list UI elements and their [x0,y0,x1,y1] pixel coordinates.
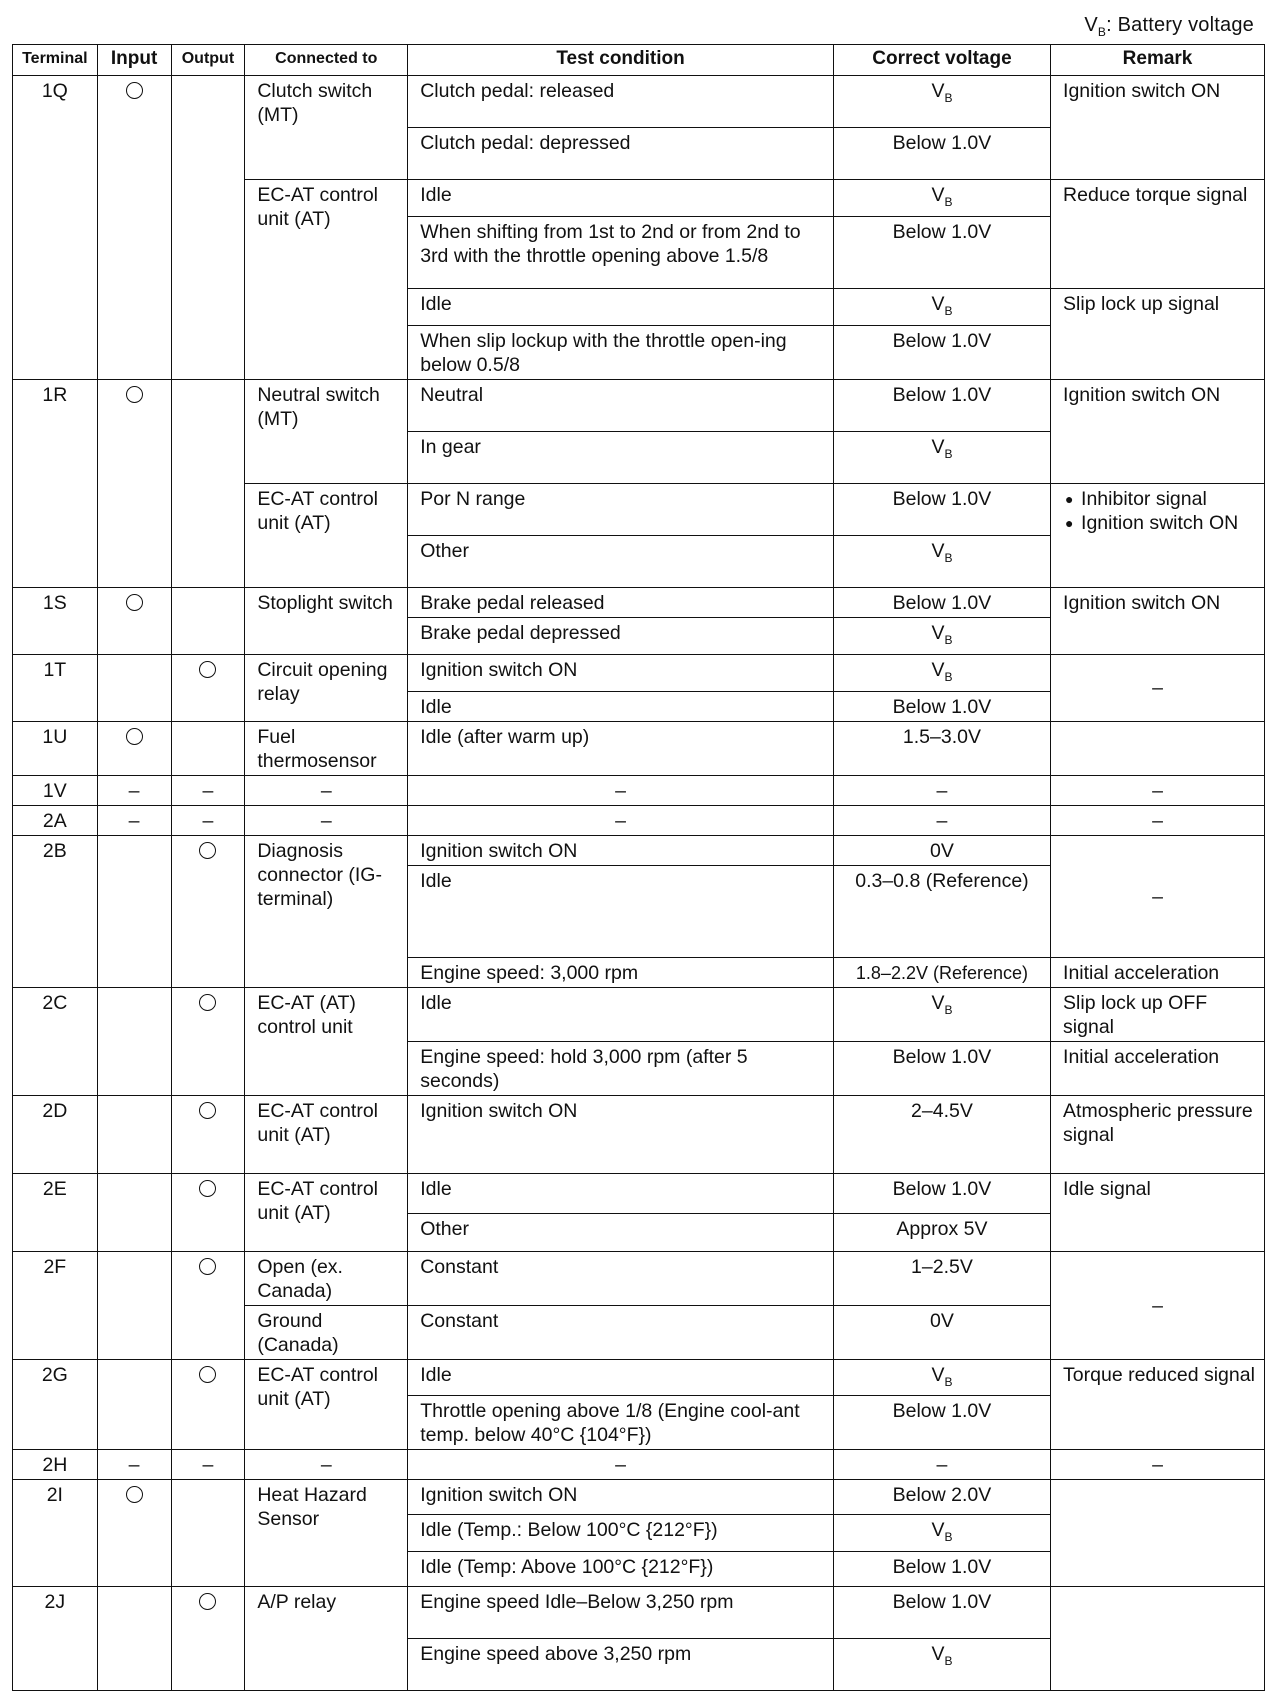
connected-cell: – [245,805,408,835]
header-row [13,45,1265,76]
test-cell: Engine speed above 3,250 rpm [408,1639,834,1691]
terminal-cell: 1Q [13,76,98,380]
test-cell: Brake pedal released [408,587,834,617]
remark-cell: – [1051,1251,1265,1359]
connected-cell: EC-AT control unit (AT) [245,1173,408,1251]
test-cell: Brake pedal depressed [408,617,834,654]
voltage-cell [833,987,1050,1041]
output-cell [171,1095,245,1173]
voltage-cell [833,1515,1050,1552]
terminal-voltage-table [12,44,1265,1691]
test-cell: Constant [408,1251,834,1305]
remark-cell: Ignition switch ON [1051,587,1265,654]
header-terminal: Terminal [13,45,98,76]
terminal-cell: 2D [13,1095,98,1173]
header-correct-voltage: Correct voltage [833,45,1050,76]
voltage-cell: – [833,775,1050,805]
output-cell [171,1480,245,1587]
output-cell: – [171,805,245,835]
voltage-cell: Below 1.0V [833,483,1050,535]
terminal-cell: 2A [13,805,98,835]
test-cell: Engine speed Idle–Below 3,250 rpm [408,1587,834,1639]
table-row [13,1095,1265,1173]
output-cell [171,76,245,380]
terminal-cell: 1T [13,654,98,721]
test-cell: Idle [408,180,834,217]
connected-cell: EC-AT control unit (AT) [245,1095,408,1173]
connected-cell: Diagnosis connector (IG-terminal) [245,835,408,987]
voltage-cell [833,617,1050,654]
remark-cell: – [1051,835,1265,957]
circle-icon [199,1258,216,1275]
test-cell: Constant [408,1305,834,1359]
voltage-cell [833,1359,1050,1396]
voltage-cell: 0V [833,1305,1050,1359]
header-connected-to: Connected to [245,45,408,76]
input-cell [97,76,171,380]
circle-icon [126,82,143,99]
remark-cell [1051,721,1265,775]
connected-cell: EC-AT control unit (AT) [245,1359,408,1450]
test-cell: Idle [408,987,834,1041]
voltage-cell: Below 1.0V [833,587,1050,617]
connected-cell: EC-AT control unit (AT) [245,483,408,587]
test-cell: Idle (after warm up) [408,721,834,775]
terminal-cell: 2I [13,1480,98,1587]
input-cell [97,1095,171,1173]
voltage-cell [833,288,1050,325]
connected-cell: EC-AT control unit (AT) [245,180,408,380]
battery-voltage-symbol: $V_B$ [931,184,953,209]
table-row [13,379,1265,431]
table-row [13,835,1265,865]
test-cell: Throttle opening above 1/8 (Engine cool-ant temp. below 40°C {104°F}) [408,1396,834,1450]
terminal-cell: 2F [13,1251,98,1359]
header-input: Input [97,45,171,76]
output-cell [171,987,245,1095]
voltage-cell: Below 1.0V [833,128,1050,180]
voltage-cell: 1–2.5V [833,1251,1050,1305]
test-cell: Neutral [408,379,834,431]
voltage-cell: Below 2.0V [833,1480,1050,1515]
input-cell: – [97,805,171,835]
voltage-cell: – [833,1450,1050,1480]
test-cell: Idle (Temp.: Below 100°C {212°F}) [408,1515,834,1552]
remark-cell: Ignition switch ON [1051,76,1265,180]
remark-cell: – [1051,1450,1265,1480]
remark-cell [1051,1480,1265,1587]
circle-icon [199,661,216,678]
connected-cell: – [245,1450,408,1480]
connected-cell: Circuit opening relay [245,654,408,721]
voltage-cell [833,654,1050,691]
table-row [13,654,1265,691]
voltage-cell: 1.8–2.2V (Reference) [833,957,1050,987]
connected-cell: Open (ex. Canada) [245,1251,408,1305]
voltage-cell [833,431,1050,483]
battery-voltage-symbol: $V_B$ [931,539,953,565]
connected-cell: A/P relay [245,1587,408,1691]
remark-cell: Slip lock up signal [1051,288,1265,379]
voltage-cell: – [833,805,1050,835]
test-cell: Idle [408,1173,834,1213]
circle-icon [126,1486,143,1503]
remark-bullets [1063,487,1258,535]
remark-cell [1051,483,1265,587]
terminal-cell: 1R [13,379,98,587]
connected-cell: Ground (Canada) [245,1305,408,1359]
input-cell [97,379,171,587]
output-cell [171,721,245,775]
input-cell [97,1480,171,1587]
voltage-cell [833,1639,1050,1691]
header-test-condition: Test condition [408,45,834,76]
remark-cell: Slip lock up OFF signal [1051,987,1265,1041]
list-item: ● Ignition switch ON [1081,511,1258,535]
remark-cell: Ignition switch ON [1051,379,1265,483]
test-cell: Por N range [408,483,834,535]
test-cell: Ignition switch ON [408,1095,834,1173]
remark-cell: Atmospheric pressure signal [1051,1095,1265,1173]
voltage-cell: 2–4.5V [833,1095,1050,1173]
connected-cell: EC-AT (AT) control unit [245,987,408,1095]
battery-voltage-symbol: $V_B$ [931,991,953,1017]
table-row [13,1587,1265,1639]
terminal-cell: 2G [13,1359,98,1450]
output-cell [171,1173,245,1251]
circle-icon [126,594,143,611]
input-cell [97,835,171,987]
voltage-cell: Below 1.0V [833,325,1050,379]
test-cell: When slip lockup with the throttle open-ing below 0.5/8 [408,325,834,379]
input-cell [97,1251,171,1359]
circle-icon [199,994,216,1011]
voltage-cell: Below 1.0V [833,216,1050,288]
connected-cell: – [245,775,408,805]
connected-cell: Fuel thermosensor [245,721,408,775]
output-cell [171,379,245,587]
remark-cell [1051,1587,1265,1691]
battery-voltage-symbol: $V_B$ [931,1643,953,1669]
connected-cell: Stoplight switch [245,587,408,654]
terminal-cell: 2C [13,987,98,1095]
test-cell: Clutch pedal: released [408,76,834,128]
table-row [13,775,1265,805]
test-cell: When shifting from 1st to 2nd or from 2nd to 3rd with the throttle opening above 1.5/8 [408,216,834,288]
table-row [13,1450,1265,1480]
test-cell: Idle (Temp: Above 100°C {212°F}) [408,1552,834,1587]
output-cell [171,587,245,654]
battery-voltage-symbol: $V_B$ [931,621,953,647]
voltage-cell: Below 1.0V [833,1173,1050,1213]
remark-cell: Reduce torque signal [1051,180,1265,289]
voltage-cell: Below 1.0V [833,1041,1050,1095]
test-cell: Idle [408,691,834,721]
voltage-cell: Below 1.0V [833,1587,1050,1639]
header-output: Output [171,45,245,76]
input-cell: – [97,775,171,805]
table-row [13,587,1265,617]
test-cell: Clutch pedal: depressed [408,128,834,180]
table-row [13,805,1265,835]
output-cell [171,835,245,987]
battery-voltage-symbol: $V_B$ [931,1363,953,1389]
battery-voltage-symbol: $V_B$ [931,658,953,684]
voltage-cell [833,76,1050,128]
test-cell: In gear [408,431,834,483]
input-cell [97,1173,171,1251]
input-cell [97,587,171,654]
output-cell [171,1251,245,1359]
header-remark: Remark [1051,45,1265,76]
circle-icon [126,386,143,403]
voltage-cell: Below 1.0V [833,1552,1050,1587]
terminal-cell: 1S [13,587,98,654]
circle-icon [199,842,216,859]
test-cell: – [408,1450,834,1480]
output-cell [171,654,245,721]
voltage-cell: 0V [833,835,1050,865]
battery-voltage-symbol: $V_B$ [931,435,953,461]
test-cell: Idle [408,1359,834,1396]
battery-voltage-note: $V_B$: Battery voltage [1084,14,1254,39]
test-cell: Engine speed: hold 3,000 rpm (after 5 seconds) [408,1041,834,1095]
table-row [13,1173,1265,1213]
test-cell: Idle [408,865,834,957]
table-row [13,76,1265,128]
connected-cell: Neutral switch (MT) [245,379,408,483]
input-cell [97,1359,171,1450]
terminal-cell: 1U [13,721,98,775]
output-cell [171,1359,245,1450]
test-cell: Ignition switch ON [408,835,834,865]
output-cell: – [171,1450,245,1480]
remark-cell: – [1051,654,1265,721]
voltage-cell: 0.3–0.8 (Reference) [833,865,1050,957]
remark-cell: – [1051,805,1265,835]
remark-cell: Initial acceleration [1051,1041,1265,1095]
list-item: ● Inhibitor signal [1081,487,1258,511]
input-cell [97,987,171,1095]
remark-cell: Initial acceleration [1051,957,1265,987]
table-row [13,1480,1265,1515]
voltage-cell [833,180,1050,217]
input-cell [97,654,171,721]
input-cell [97,1587,171,1691]
voltage-cell [833,535,1050,587]
circle-icon [199,1593,216,1610]
terminal-cell: 2B [13,835,98,987]
terminal-cell: 1V [13,775,98,805]
voltage-cell: 1.5–3.0V [833,721,1050,775]
test-cell: Other [408,535,834,587]
remark-cell: Torque reduced signal [1051,1359,1265,1450]
output-cell [171,1587,245,1691]
test-cell: Other [408,1213,834,1251]
circle-icon [199,1180,216,1197]
remark-cell: – [1051,775,1265,805]
voltage-cell: Below 1.0V [833,379,1050,431]
voltage-cell: Approx 5V [833,1213,1050,1251]
output-cell: – [171,775,245,805]
table-row [13,1359,1265,1396]
test-cell: – [408,775,834,805]
voltage-cell: Below 1.0V [833,1396,1050,1450]
remark-cell: Idle signal [1051,1173,1265,1251]
connected-cell: Heat Hazard Sensor [245,1480,408,1587]
test-cell: Ignition switch ON [408,1480,834,1515]
voltage-cell: Below 1.0V [833,691,1050,721]
test-cell: Idle [408,288,834,325]
circle-icon [199,1102,216,1119]
input-cell [97,721,171,775]
table-row [13,987,1265,1041]
terminal-cell: 2H [13,1450,98,1480]
battery-voltage-symbol: $V_B$ [931,80,953,105]
test-cell: Engine speed: 3,000 rpm [408,957,834,987]
test-cell: Ignition switch ON [408,654,834,691]
connected-cell: Clutch switch (MT) [245,76,408,180]
terminal-cell: 2E [13,1173,98,1251]
table-row [13,721,1265,775]
battery-voltage-symbol: $V_B$ [931,292,953,318]
circle-icon [199,1366,216,1383]
battery-voltage-symbol: $V_B$ [931,1519,953,1545]
test-cell: – [408,805,834,835]
input-cell: – [97,1450,171,1480]
table-row [13,1251,1265,1305]
circle-icon [126,728,143,745]
terminal-cell: 2J [13,1587,98,1691]
